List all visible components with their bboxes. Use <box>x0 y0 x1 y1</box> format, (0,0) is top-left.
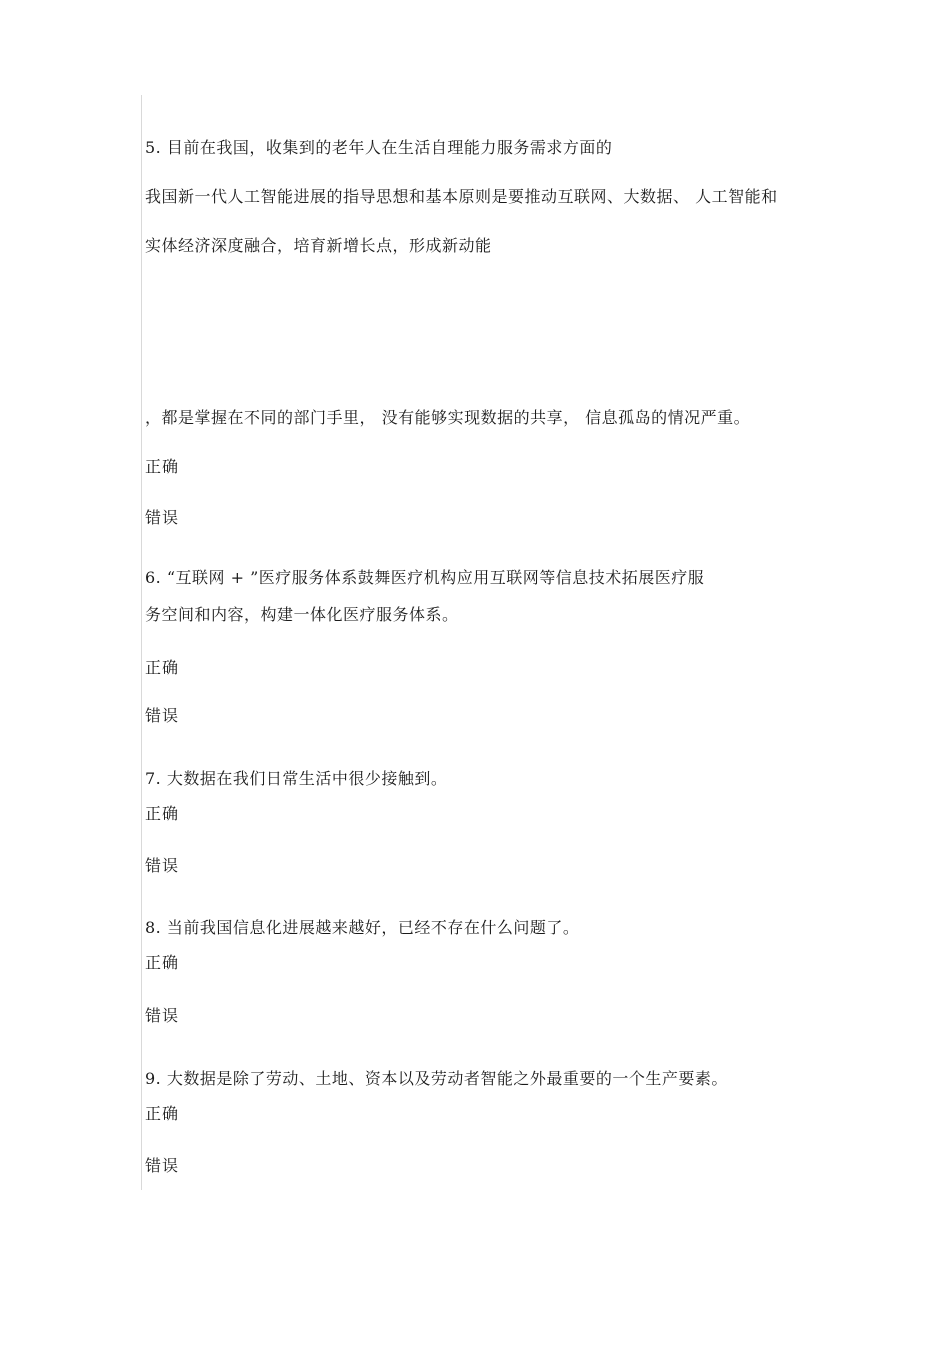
question-8-option-true[interactable]: 正确 <box>145 953 180 972</box>
question-6-option-false[interactable]: 错误 <box>145 706 180 725</box>
question-6-text-line-2: 务空间和内容，构建一体化医疗服务体系。 <box>145 605 459 624</box>
question-8-text: 8. 当前我国信息化进展越来越好，已经不存在什么问题了。 <box>145 918 580 937</box>
question-5-option-true[interactable]: 正确 <box>145 457 180 476</box>
question-6-option-true[interactable]: 正确 <box>145 658 180 677</box>
question-8-option-false[interactable]: 错误 <box>145 1006 180 1025</box>
question-5-option-false[interactable]: 错误 <box>145 508 180 527</box>
question-9-option-false[interactable]: 错误 <box>145 1156 180 1175</box>
question-9-option-true[interactable]: 正确 <box>145 1104 180 1123</box>
question-5-text-line-1: 5. 目前在我国，收集到的老年人在生活自理能力服务需求方面的 <box>145 138 613 157</box>
question-9-text: 9. 大数据是除了劳动、土地、资本以及劳动者智能之外最重要的一个生产要素。 <box>145 1069 728 1088</box>
margin-rule <box>141 95 142 1190</box>
question-5-text-line-4: ，都是掌握在不同的部门手里， 没有能够实现数据的共享， 信息孤岛的情况严重。 <box>145 408 751 427</box>
question-7-text: 7. 大数据在我们日常生活中很少接触到。 <box>145 769 448 788</box>
question-7-option-false[interactable]: 错误 <box>145 856 180 875</box>
question-5-text-line-2: 我国新一代人工智能进展的指导思想和基本原则是要推动互联网、大数据、 人工智能和 <box>145 187 778 206</box>
question-5-text-line-3: 实体经济深度融合，培育新增长点，形成新动能 <box>145 236 492 255</box>
question-6-text-line-1: 6. “互联网 + ”医疗服务体系鼓舞医疗机构应用互联网等信息技术拓展医疗服 <box>145 568 705 587</box>
question-7-option-true[interactable]: 正确 <box>145 804 180 823</box>
